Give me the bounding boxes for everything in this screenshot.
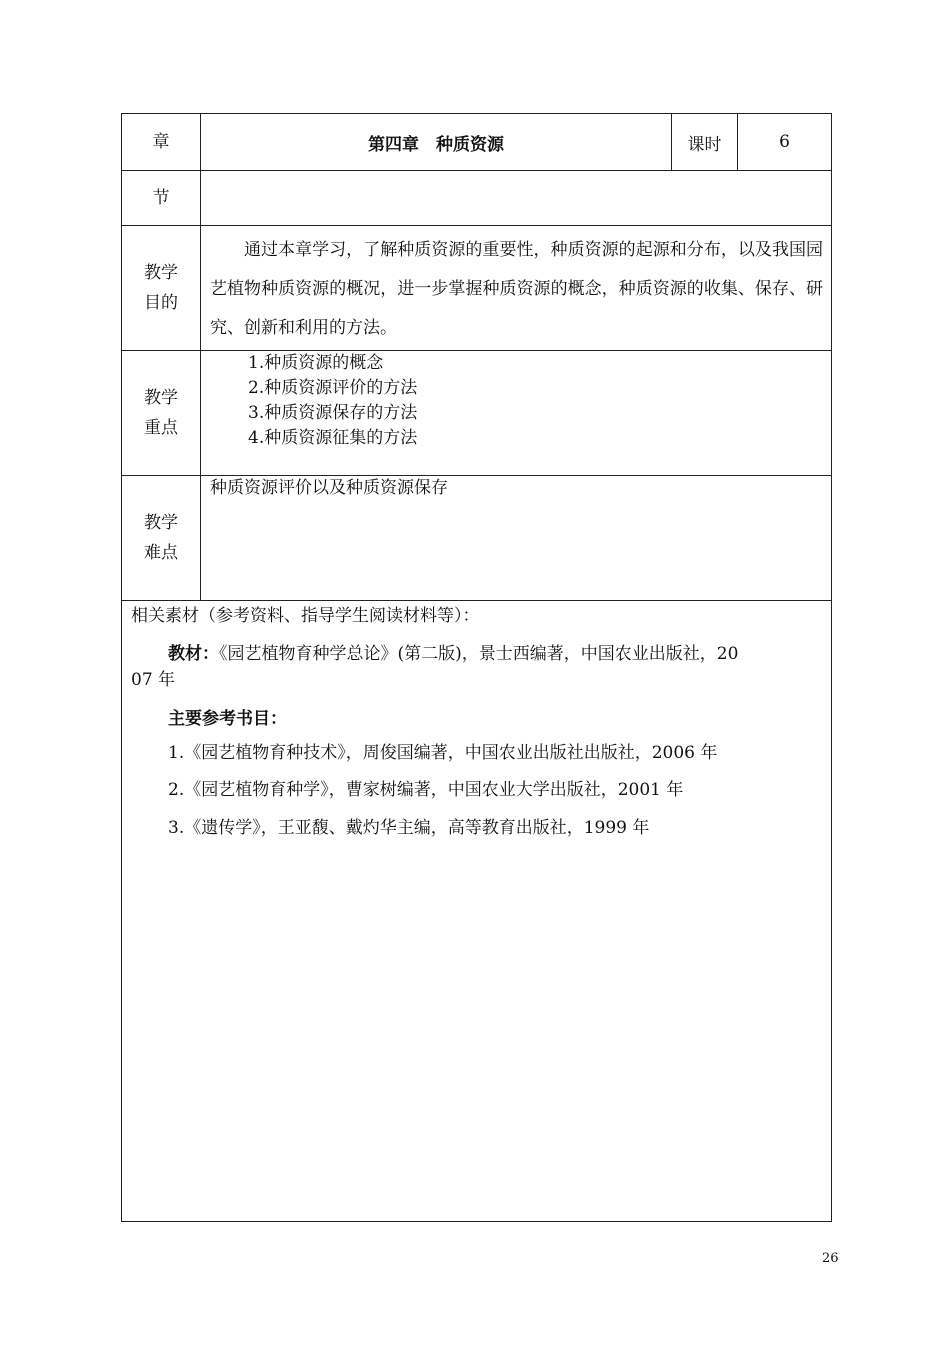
- references-heading: 主要参考书目：: [168, 709, 287, 729]
- list-item: 4.种质资源征集的方法: [248, 428, 418, 448]
- list-item: 1.种质资源的概念: [248, 353, 384, 373]
- difficulties-label: [122, 476, 201, 600]
- reference-item: 2.《园艺植物育种学》，曹家树编著，中国农业大学出版社，2001 年: [168, 780, 684, 800]
- objectives-text: 通过本章学习，了解种质资源的重要性，种质资源的起源和分布，以及我国园艺植物种质资源的概况，进一步掌握种质资源的概念，种质资源的收集、保存、研究、创新和利用的方法。: [210, 240, 823, 338]
- textbook-text: 《园艺植物育种学总论》(第二版)，景士西编著，中国农业出版社，20: [219, 644, 739, 664]
- section-value: [201, 171, 831, 225]
- difficulties-label-line2: 难点: [144, 543, 178, 563]
- objectives-label: [122, 226, 201, 350]
- reference-item: 3.《遗传学》，王亚馥、戴灼华主编，高等教育出版社，1999 年: [168, 818, 650, 838]
- key-points-content: [201, 351, 831, 475]
- textbook-line-2: 07 年: [131, 670, 176, 690]
- difficulties-content: [201, 476, 831, 600]
- difficulties-text: 种质资源评价以及种质资源保存: [210, 478, 448, 498]
- difficulties-label-line1: 教学: [144, 513, 178, 533]
- materials-heading: 相关素材（参考资料、指导学生阅读材料等）：: [131, 606, 480, 626]
- list-item: 3.种质资源保存的方法: [248, 403, 418, 423]
- key-points-label-line1: 教学: [144, 388, 178, 408]
- page-number: 26: [822, 1251, 839, 1266]
- reference-item: 1.《园艺植物育种技术》，周俊国编著，中国农业出版社出版社，2006 年: [168, 743, 718, 763]
- key-points-row: [122, 351, 831, 476]
- section-label: 节: [122, 171, 201, 225]
- textbook-label: 教材：: [168, 644, 219, 664]
- lesson-plan-table: [121, 113, 832, 1222]
- key-points-label: [122, 351, 201, 475]
- chapter-title: 第四章 种质资源: [201, 114, 672, 170]
- objectives-row: [122, 226, 831, 351]
- chapter-row: [122, 114, 831, 171]
- difficulties-row: [122, 476, 831, 601]
- hours-value: 6: [779, 132, 790, 152]
- list-item: 2.种质资源评价的方法: [248, 378, 418, 398]
- key-points-list: [248, 351, 417, 451]
- objectives-label-line1: 教学: [144, 263, 178, 283]
- textbook-line-1: [168, 639, 738, 664]
- hours-label: 课时: [672, 114, 738, 170]
- key-points-label-line2: 重点: [144, 418, 178, 438]
- chapter-label: 章: [122, 114, 201, 170]
- objectives-content: [201, 226, 831, 350]
- section-row: [122, 171, 831, 226]
- objectives-label-line2: 目的: [144, 293, 178, 313]
